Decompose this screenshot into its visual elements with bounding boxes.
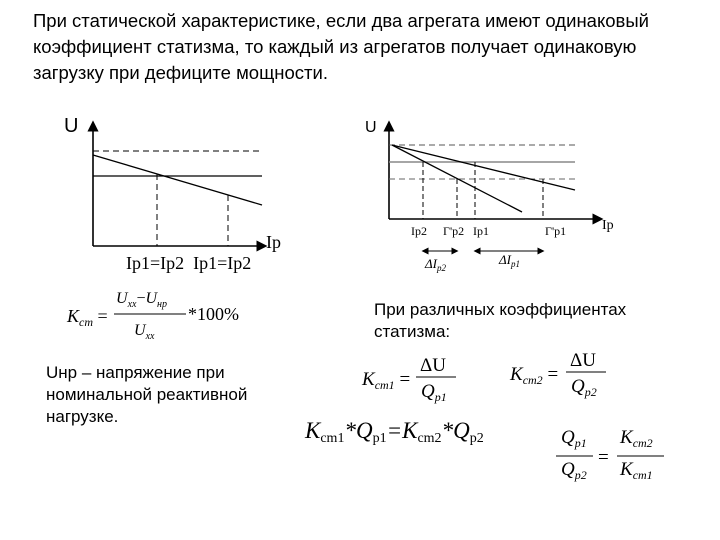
delta-ip2-label: $\Delta I_{p2}$ — [425, 256, 446, 273]
svg-text:Kcm1*Qp1=Kcm2*Qp2: Kcm1*Qp1=Kcm2*Qp2 — [305, 418, 484, 446]
right-tick-ip2: Ip2 — [411, 224, 427, 238]
svg-text:Qp1: $Q_{p1}$ — [421, 381, 447, 404]
right-tick-gp2: Г'p2 — [443, 224, 465, 238]
svg-text:Qp2: $Q_{p2}$ — [571, 376, 597, 399]
svg-text:Qp2: $Q_{p2}$ — [561, 459, 587, 482]
formula-ratio — [556, 427, 664, 482]
left-characteristic-line — [93, 155, 262, 205]
intro-text: При статической характеристике, если два агрегата имеют одинаковый коэффициент статизма, то каждый из агрегатов получает одинаковую загрузку при дефиците мощности. — [33, 10, 649, 83]
formula-equality — [304, 418, 484, 446]
right-flat-characteristic — [392, 145, 575, 190]
svg-text:ΔU: ΔU — [420, 355, 446, 376]
left-x-label: Ip — [266, 232, 281, 252]
svg-text:Uxx−Uнр: $U_{xx}-U_{нр}$ — [116, 290, 168, 310]
kst-formula — [66, 290, 239, 342]
svg-text:Kcm =: $K_{cm}$ = — [67, 306, 108, 329]
svg-text:Kcm1 =: $K_{cm1}$ = — [362, 369, 411, 392]
left-caption: Ip1=Ip2 Ip1=Ip2 — [126, 253, 252, 273]
right-tick-ip1: Ip1 — [473, 224, 489, 238]
left-static-characteristic-graph — [64, 115, 281, 273]
unr-note: Uнр – напряжение при номинальной реактивной нагрузке. — [46, 363, 248, 426]
formula-kst2 — [509, 350, 606, 399]
svg-text:Kcm1: $K_{cm1}$ — [620, 459, 653, 482]
svg-text:Uxx: $U_{xx}$ — [134, 322, 155, 342]
svg-text:=: = — [598, 447, 609, 468]
right-tick-gp1: Г'p1 — [545, 224, 567, 238]
various-statism-note: При различных коэффициентах статизма: — [374, 300, 627, 341]
right-different-statism-graph — [365, 119, 614, 273]
right-y-label: U — [365, 119, 377, 136]
svg-text:Kcm2: $K_{cm2}$ — [620, 427, 653, 450]
formula-kst1 — [361, 355, 456, 404]
svg-text:Kcm2 =: $K_{cm2}$ = — [510, 364, 559, 387]
svg-text:*100%: *100% — [188, 304, 239, 324]
svg-text:ΔU: ΔU — [570, 350, 596, 371]
left-y-label: U — [64, 115, 79, 137]
svg-text:Qp1: $Q_{p1}$ — [561, 427, 587, 450]
delta-ip1-label: $\Delta I_{p1}$ — [499, 252, 520, 269]
right-x-label: Ip — [602, 218, 614, 233]
